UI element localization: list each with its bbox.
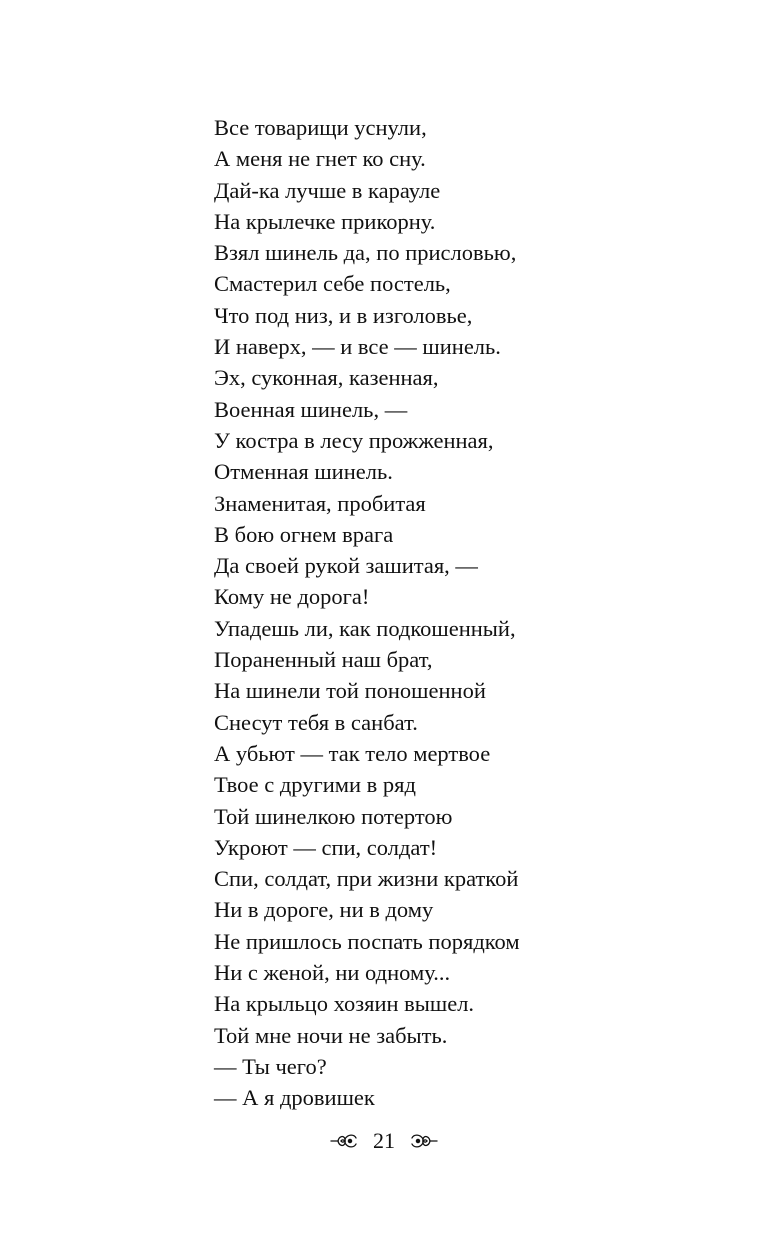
poem-line: Отменная шинель. xyxy=(214,459,393,485)
flourish-ornament-icon xyxy=(329,1131,359,1151)
poem-line: В бою огнем врага xyxy=(214,521,394,547)
poem-line: Укроют — спи, солдат! xyxy=(214,834,438,860)
poem-line: — А я дровишек xyxy=(214,1085,375,1111)
poem-line: Взял шинель да, по присловью, xyxy=(214,240,517,266)
poem-line: Спи, солдат, при жизни краткой xyxy=(214,866,519,892)
poem-line: Знаменитая, пробитая xyxy=(214,490,426,516)
poem-line: А убьют — так тело мертвое xyxy=(214,740,491,766)
poem-line: Не пришлось поспать порядком xyxy=(214,928,520,954)
poem-line: Той шинелкою потертою xyxy=(214,803,453,829)
poem-text xyxy=(214,112,734,1114)
poem-line: Смастерил себе постель, xyxy=(214,271,451,297)
page-number: 21 xyxy=(373,1128,395,1153)
poem-line: Да своей рукой зашитая, — xyxy=(214,553,478,579)
poem-line: — Ты чего? xyxy=(214,1053,327,1079)
poem-line: Военная шинель, — xyxy=(214,396,408,422)
poem-line: Ни в дороге, ни в дому xyxy=(214,897,434,923)
poem-line: Ни с женой, ни одному... xyxy=(214,960,451,986)
poem-line: И наверх, — и все — шинель. xyxy=(214,334,501,360)
poem-line: Кому не дорога! xyxy=(214,584,370,610)
poem-line: Упадешь ли, как подкошенный, xyxy=(214,615,516,641)
poem-line: На крылечке прикорну. xyxy=(214,208,436,234)
poem-line: А меня не гнет ко сну. xyxy=(214,146,426,172)
poem-line: Эх, суконная, казенная, xyxy=(214,365,439,391)
poem-line: У костра в лесу прожженная, xyxy=(214,427,494,453)
poem-line: Все товарищи уснули, xyxy=(214,115,427,140)
poem-line: Что под низ, и в изголовье, xyxy=(214,302,473,328)
poem-line: Пораненный наш брат, xyxy=(214,647,433,673)
flourish-ornament-icon xyxy=(409,1131,439,1151)
poem-line: Твое с другими в ряд xyxy=(214,772,416,798)
poem-line: На шинели той поношенной xyxy=(214,678,486,704)
page-footer xyxy=(0,1124,768,1158)
poem-line: На крыльцо хозяин вышел. xyxy=(214,991,475,1017)
poem-line: Дай-ка лучше в карауле xyxy=(214,177,441,203)
poem-line: Той мне ночи не забыть. xyxy=(214,1022,448,1048)
poem-line: Снесут тебя в санбат. xyxy=(214,709,418,735)
